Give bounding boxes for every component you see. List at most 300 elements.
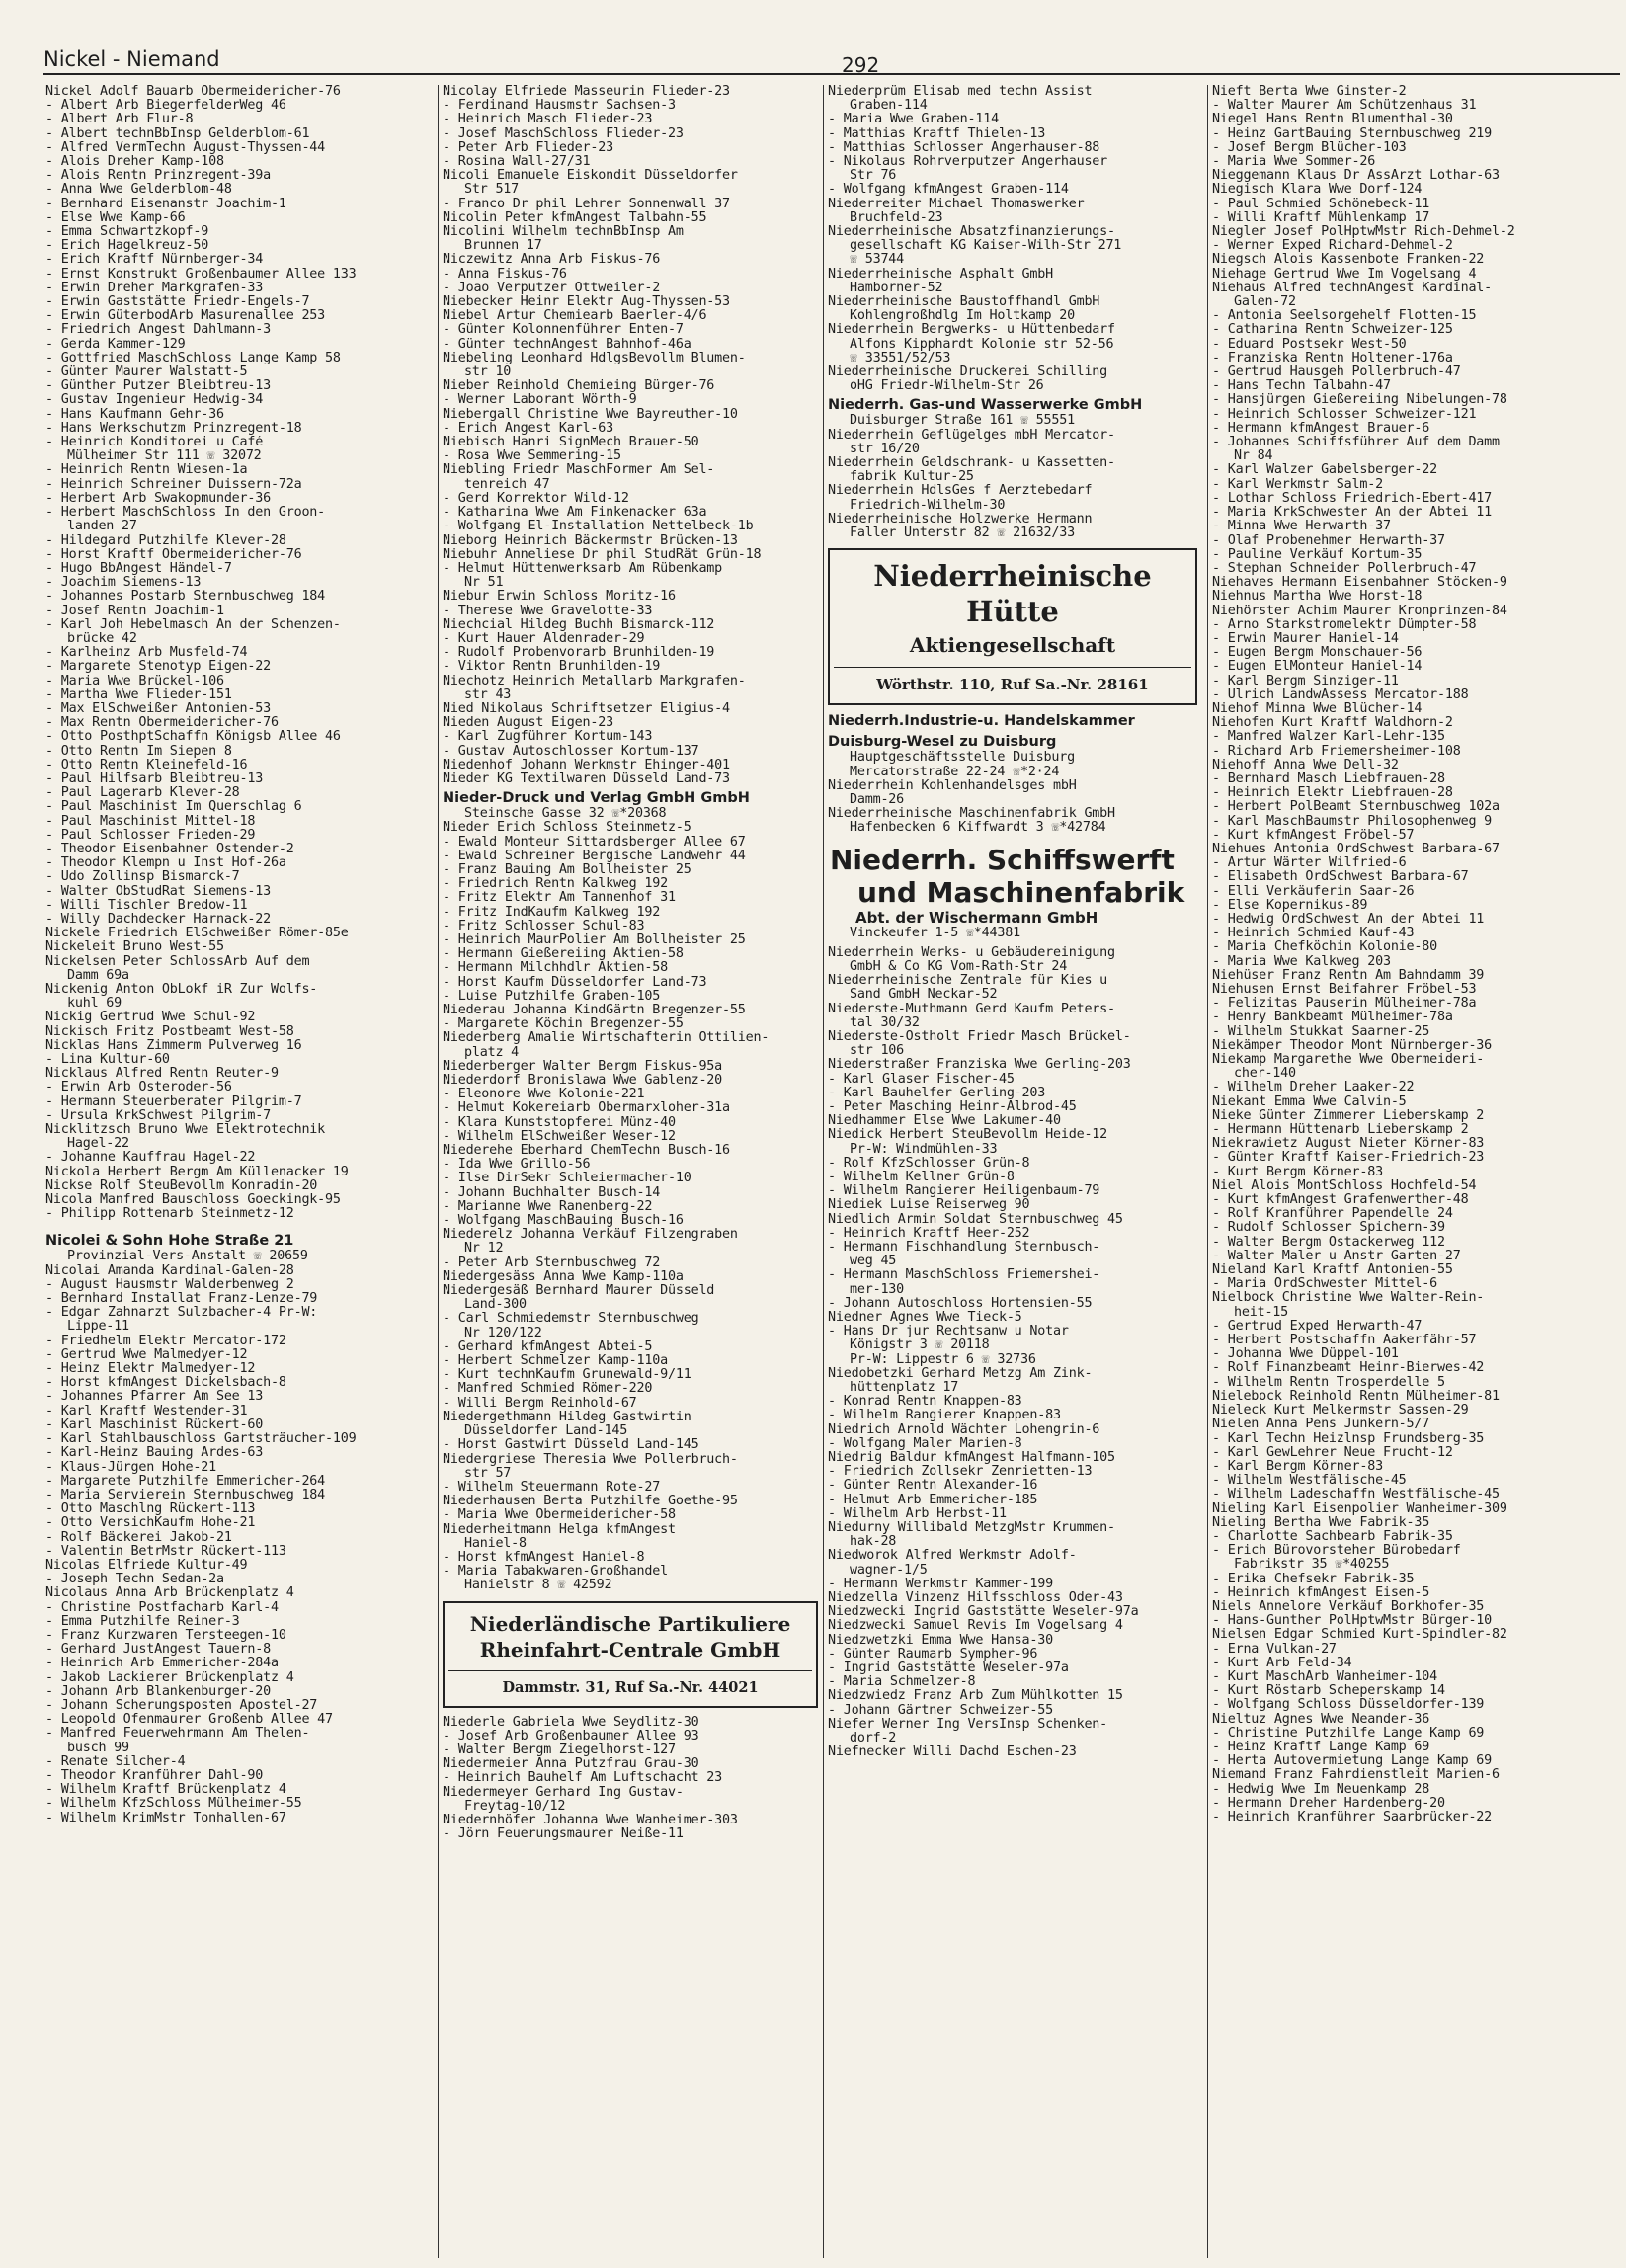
- directory-entry: - Heinrich Konditorei u Café: [45, 436, 264, 450]
- directory-entry: - Heinz GartBauing Sternbuschweg 219: [1212, 126, 1493, 141]
- entry-continuation: landen 27: [67, 520, 137, 534]
- directory-entry: - Wilhelm Arb Herbst-11: [828, 1506, 1007, 1521]
- directory-entry: - Karl-Heinz Bauing Ardes-63: [45, 1446, 264, 1461]
- directory-entry: Nickelsen Peter SchlossArb Auf dem: [45, 954, 310, 969]
- directory-entry: Niedner Agnes Wwe Tieck-5: [828, 1311, 1022, 1325]
- directory-entry: - Karl Zugführer Kortum-143: [443, 730, 653, 745]
- directory-entry: - Alois Dreher Kamp-108: [45, 155, 224, 170]
- directory-entry: Niekamp Margarethe Wwe Obermeideri-: [1212, 1053, 1485, 1068]
- entry-continuation: Nr 51: [464, 576, 504, 591]
- directory-entry: - Helmut Arb Emmericher-185: [828, 1493, 1038, 1507]
- entry-continuation: Damm-26: [850, 792, 905, 807]
- directory-entry: Nieleck Kurt Melkermstr Sassen-29: [1212, 1404, 1469, 1418]
- directory-entry: Niechcial Hildeg Buchh Bismarck-112: [443, 617, 715, 632]
- directory-entry: - Heinrich MaurPolier Am Bollheister 25: [443, 932, 746, 947]
- directory-entry: Niekämper Theodor Mont Nürnberger-36: [1212, 1038, 1493, 1053]
- directory-entry: - Kurt Bergm Körner-83: [1212, 1165, 1383, 1179]
- directory-entry: Niehoff Anna Wwe Dell-32: [1212, 758, 1399, 772]
- directory-entry: - Helmut Kokereiarb Obermarxloher-31a: [443, 1101, 730, 1116]
- directory-entry: - Gottfried MaschSchloss Lange Kamp 58: [45, 351, 341, 365]
- running-head: Nickel - Niemand: [43, 47, 220, 71]
- directory-entry: - Kurt Hauer Aldenrader-29: [443, 631, 645, 646]
- entry-bold: Nicolei & Sohn Hohe Straße 21: [45, 1233, 294, 1250]
- directory-entry: Nickel Adolf Bauarb Obermeidericher-76: [45, 85, 341, 99]
- directory-entry: Nieltuz Agnes Wwe Neander-36: [1212, 1712, 1430, 1727]
- directory-entry: - Günter Maurer Walstatt-5: [45, 365, 248, 380]
- directory-entry: - Wilhelm Steuermann Rote-27: [443, 1480, 661, 1495]
- directory-entry: Niedzwiedz Franz Arb Zum Mühlkotten 15: [828, 1689, 1123, 1704]
- directory-entry: - Wolfgang El-Installation Nettelbeck-1b: [443, 520, 754, 534]
- directory-entry: - Hans Kaufmann Gehr-36: [45, 407, 224, 422]
- directory-entry: Niedergriese Theresia Wwe Pollerbruch-: [443, 1452, 738, 1467]
- directory-entry: Niedernhöfer Johanna Wwe Wanheimer-303: [443, 1813, 738, 1827]
- directory-entry: Niczewitz Anna Arb Fiskus-76: [443, 253, 661, 268]
- directory-entry: Niefer Werner Ing VersInsp Schenken-: [828, 1717, 1108, 1732]
- directory-entry: - Heinrich kfmAngest Eisen-5: [1212, 1585, 1430, 1600]
- directory-entry: - Hermann Dreher Hardenberg-20: [1212, 1796, 1445, 1811]
- entry-continuation: gesellschaft KG Kaiser-Wilh-Str 271: [850, 239, 1122, 254]
- directory-entry: - Horst Kaufm Düsseldorfer Land-73: [443, 975, 707, 990]
- directory-entry: - Otto Rentn Kleinefeld-16: [45, 758, 248, 772]
- directory-entry: - Matthias Schlosser Angerhauser-88: [828, 140, 1100, 155]
- directory-entry: - Günther Putzer Bleibtreu-13: [45, 379, 271, 394]
- directory-entry: - Hermann Milchhdlr Aktien-58: [443, 961, 668, 976]
- directory-entry: Niederrhein HdlsGes f Aerztebedarf: [828, 484, 1093, 499]
- entry-continuation: GmbH & Co KG Vom-Rath-Str 24: [850, 959, 1068, 974]
- directory-entry: - Heinrich Schmied Kauf-43: [1212, 927, 1415, 941]
- directory-entry: - Karl Joh Hebelmasch An der Schenzen-: [45, 617, 341, 632]
- ad-title: Niederländische Partikuliere: [469, 1611, 791, 1636]
- directory-entry: - Wilhelm Rangierer Heiligenbaum-79: [828, 1184, 1100, 1199]
- directory-entry: Niebisch Hanri SignMech Brauer-50: [443, 436, 699, 450]
- directory-entry: - Wolfgang Schloss Düsseldorfer-139: [1212, 1698, 1485, 1713]
- ad-address: Dammstr. 31, Ruf Sa.-Nr. 44021: [448, 1670, 812, 1696]
- directory-entry: Nickeleit Bruno West-55: [45, 940, 224, 955]
- directory-entry: - Johann Scherungsposten Apostel-27: [45, 1698, 318, 1713]
- entry-continuation: busch 99: [67, 1741, 129, 1755]
- directory-entry: - Bernhard Installat Franz-Lenze-79: [45, 1292, 318, 1307]
- directory-entry: Niedzella Vinzenz Hilfsschloss Oder-43: [828, 1591, 1123, 1606]
- directory-entry: - Karl Bergm Sinziger-11: [1212, 674, 1399, 688]
- directory-entry: - Hugo BbAngest Händel-7: [45, 561, 232, 576]
- directory-entry: - Manfred Walzer Karl-Lehr-135: [1212, 730, 1445, 745]
- directory-entry: - Josef Arb Großenbaumer Allee 93: [443, 1729, 699, 1743]
- page-number: 292: [842, 53, 880, 77]
- entry-continuation: brücke 42: [67, 631, 137, 646]
- entry-continuation: Mercatorstraße 22-24 ☏*2·24: [850, 765, 1060, 779]
- directory-entry: - Ilse DirSekr Schleiermacher-10: [443, 1172, 691, 1186]
- directory-entry: - Horst Gastwirt Düsseld Land-145: [443, 1438, 699, 1453]
- directory-entry: - Manfred Schmied Römer-220: [443, 1382, 653, 1397]
- directory-entry: - Erich Angest Karl-63: [443, 421, 613, 436]
- entry-continuation: Hanielstr 8 ☏ 42592: [464, 1579, 612, 1593]
- entry-continuation: wagner-1/5: [850, 1563, 928, 1578]
- entry-continuation: hüttenplatz 17: [850, 1381, 959, 1396]
- directory-entry: Niederau Johanna KindGärtn Bregenzer-55: [443, 1004, 746, 1017]
- entry-bold: Duisburg-Wesel zu Duisburg: [828, 734, 1057, 751]
- directory-entry: - Hermann Steuerberater Pilgrim-7: [45, 1094, 302, 1109]
- directory-entry: - Bernhard Eisenanstr Joachim-1: [45, 197, 286, 211]
- directory-entry: - Eugen Bergm Monschauer-56: [1212, 646, 1423, 661]
- directory-entry: - Otto Maschlng Rückert-113: [45, 1502, 256, 1517]
- entry-bold: Niederrh.Industrie-u. Handelskammer: [828, 713, 1135, 730]
- directory-entry: Niehues Antonia OrdSchwest Barbara-67: [1212, 842, 1500, 856]
- directory-entry: - Erwin Gaststätte Friedr-Engels-7: [45, 295, 310, 310]
- entry-continuation: Haniel-8: [464, 1536, 527, 1551]
- directory-entry: Niederrhein Bergwerks- u Hüttenbedarf: [828, 323, 1115, 338]
- directory-entry: - Ida Wwe Grillo-56: [443, 1158, 591, 1173]
- directory-entry: - Peter Arb Flieder-23: [443, 140, 613, 155]
- directory-entry: - Carl Schmiedemstr Sternbuschweg: [443, 1312, 699, 1327]
- directory-entry: Niehnus Martha Wwe Horst-18: [1212, 590, 1423, 605]
- directory-entry: - Walter ObStudRat Siemens-13: [45, 884, 271, 899]
- directory-entry: - Manfred Feuerwehrmann Am Thelen-: [45, 1727, 310, 1742]
- directory-entry: - Charlotte Sachbearb Fabrik-35: [1212, 1529, 1453, 1544]
- entry-continuation: Düsseldorfer Land-145: [464, 1424, 628, 1439]
- directory-entry: - Walter Bergm Ziegelhorst-127: [443, 1742, 676, 1757]
- spacer: [45, 1221, 427, 1229]
- entry-continuation: Lippe-11: [67, 1320, 129, 1335]
- directory-entry: - Herbert Arb Swakopmunder-36: [45, 491, 271, 506]
- directory-entry: - Catharina Rentn Schweizer-125: [1212, 323, 1453, 338]
- directory-entry: - Hans Werkschutzm Prinzregent-18: [45, 421, 302, 436]
- directory-entry: - Erwin GüterbodArb Masurenallee 253: [45, 309, 326, 324]
- directory-entry: - Günter Kolonnenführer Enten-7: [443, 323, 684, 338]
- directory-entry: - Hermann Hüttenarb Lieberskamp 2: [1212, 1123, 1469, 1138]
- directory-entry: - Heinrich Kranführer Saarbrücker-22: [1212, 1810, 1493, 1824]
- directory-entry: Niedenhof Johann Werkmstr Ehinger-401: [443, 758, 730, 772]
- directory-entry: - Hermann kfmAngest Brauer-6: [1212, 421, 1430, 436]
- directory-entry: Niehaus Alfred technAngest Kardinal-: [1212, 281, 1493, 295]
- directory-entry: - Karl MaschBaumstr Philosophenweg 9: [1212, 814, 1493, 829]
- directory-entry: Nicolas Elfriede Kultur-49: [45, 1558, 248, 1573]
- entry-continuation: Mülheimer Str 111 ☏ 32072: [67, 449, 262, 464]
- directory-entry: Nieke Günter Zimmerer Lieberskamp 2: [1212, 1108, 1485, 1123]
- directory-entry: - August Hausmstr Walderbenweg 2: [45, 1277, 294, 1292]
- directory-entry: Niederheitmann Helga kfmAngest: [443, 1522, 676, 1537]
- directory-entry: - Heinrich Schreiner Duissern-72a: [45, 477, 302, 492]
- directory-entry: Niedhammer Else Wwe Lakumer-40: [828, 1114, 1061, 1129]
- directory-entry: - Maria Wwe Obermeidericher-58: [443, 1508, 676, 1523]
- directory-entry: - Paul Maschinist Mittel-18: [45, 814, 256, 829]
- directory-entry: - Herta Autovermietung Lange Kamp 69: [1212, 1754, 1493, 1769]
- directory-entry: - Wilhelm Kraftf Brückenplatz 4: [45, 1783, 286, 1798]
- directory-entry: - Felizitas Pauserin Mülheimer-78a: [1212, 997, 1477, 1012]
- directory-entry: - Ewald Schreiner Bergische Landwehr 44: [443, 849, 746, 863]
- directory-entry: - Ulrich LandwAssess Mercator-188: [1212, 688, 1469, 702]
- directory-entry: Nielen Anna Pens Junkern-5/7: [1212, 1418, 1430, 1432]
- entry-continuation: Graben-114: [850, 99, 928, 114]
- directory-entry: - Fritz IndKaufm Kalkweg 192: [443, 905, 661, 920]
- directory-entry: - Friedrich Rentn Kalkweg 192: [443, 877, 668, 892]
- directory-entry: - Karl Kraftf Westender-31: [45, 1404, 248, 1418]
- directory-entry: - Minna Wwe Herwarth-37: [1212, 520, 1391, 534]
- directory-entry: - Arno Starkstromelektr Dümpter-58: [1212, 617, 1477, 632]
- directory-entry: - Hermann Fischhandlung Sternbusch-: [828, 1240, 1100, 1255]
- directory-entry: - Wilhelm Ladeschaffn Westfälische-45: [1212, 1488, 1500, 1502]
- directory-entry: Niederrhein Geldschrank- u Kassetten-: [828, 456, 1115, 471]
- directory-entry: Niemand Franz Fahrdienstleit Marien-6: [1212, 1768, 1500, 1783]
- directory-entry: - Fritz Elektr Am Tannenhof 31: [443, 891, 676, 906]
- directory-entry: Nieggemann Klaus Dr AssArzt Lothar-63: [1212, 169, 1500, 184]
- entry-continuation: Nr 84: [1234, 449, 1273, 464]
- directory-entry: - Rudolf Probenvorarb Brunhilden-19: [443, 646, 715, 661]
- directory-entry: - Elisabeth OrdSchwest Barbara-67: [1212, 870, 1469, 885]
- directory-entry: - Rolf KfzSchlosser Grün-8: [828, 1156, 1030, 1171]
- directory-entry: - Heinrich Schlosser Schweizer-121: [1212, 407, 1477, 422]
- directory-entry: - Wilhelm Westfälische-45: [1212, 1474, 1407, 1489]
- directory-entry: Niederle Gabriela Wwe Seydlitz-30: [443, 1715, 699, 1730]
- directory-entry: - Hermann Gießereiing Aktien-58: [443, 947, 684, 962]
- directory-entry: - Gerhard kfmAngest Abtei-5: [443, 1339, 653, 1354]
- directory-entry: - Kurt kfmAngest Fröbel-57: [1212, 828, 1415, 843]
- directory-entry: Niegel Hans Rentn Blumenthal-30: [1212, 113, 1453, 127]
- entry-continuation: str 16/20: [850, 442, 920, 456]
- directory-entry: - Maria Schmelzer-8: [828, 1675, 976, 1690]
- directory-entry: Nickenig Anton ObLokf iR Zur Wolfs-: [45, 983, 318, 997]
- directory-entry: - Jakob Lackierer Brückenplatz 4: [45, 1670, 294, 1685]
- directory-entry: Niederrheinische Druckerei Schilling: [828, 365, 1108, 380]
- directory-entry: - Peter Masching Heinr-Albrod-45: [828, 1099, 1077, 1114]
- directory-entry: - Klaus-Jürgen Hohe-21: [45, 1460, 216, 1475]
- entry-continuation: Friedrich-Wilhelm-30: [850, 498, 1006, 513]
- directory-entry: Niedzwetzki Emma Wwe Hansa-30: [828, 1633, 1053, 1648]
- directory-entry: Niedworok Alfred Werkmstr Adolf-: [828, 1549, 1077, 1564]
- directory-entry: - Hildegard Putzhilfe Klever-28: [45, 533, 286, 548]
- directory-entry: - Hans-Gunther PolHptwMstr Bürger-10: [1212, 1614, 1493, 1629]
- entry-continuation: ☏ 33551/52/53: [850, 351, 951, 365]
- directory-entry: - Rolf Kranführer Papendelle 24: [1212, 1207, 1453, 1222]
- directory-entry: - Herbert PolBeamt Sternbuschweg 102a: [1212, 800, 1500, 815]
- directory-entry: - Günter Rentn Alexander-16: [828, 1479, 1038, 1494]
- directory-entry: - Erika Chefsekr Fabrik-35: [1212, 1572, 1415, 1586]
- directory-entry: - Margarete Köchin Bregenzer-55: [443, 1017, 684, 1032]
- directory-entry: - Herbert Schmelzer Kamp-110a: [443, 1354, 668, 1369]
- entry-continuation: Freytag-10/12: [464, 1799, 566, 1814]
- directory-entry: - Maria Servierein Sternbuschweg 184: [45, 1488, 326, 1502]
- ad-title-2: Rheinfahrt-Centrale GmbH: [479, 1637, 781, 1661]
- directory-entry: - Ewald Monteur Sittardsberger Allee 67: [443, 835, 746, 850]
- directory-entry: - Paul Maschinist Im Querschlag 6: [45, 800, 302, 815]
- entry-continuation: Hagel-22: [67, 1137, 129, 1152]
- directory-entry: - Albert Arb BiegerfelderWeg 46: [45, 99, 286, 114]
- directory-entry: - Leopold Ofenmaurer Großenb Allee 47: [45, 1713, 333, 1728]
- directory-entry: - Johannes Pfarrer Am See 13: [45, 1390, 264, 1405]
- entry-continuation: Königstr 3 ☏ 20118: [850, 1338, 990, 1353]
- entry-continuation: str 43: [464, 688, 512, 702]
- directory-entry: - Max Rentn Obermeidericher-76: [45, 716, 279, 731]
- directory-entry: - Friedhelm Elektr Mercator-172: [45, 1334, 286, 1348]
- ad-title-2: Hütte: [966, 595, 1059, 629]
- directory-entry: Niedergesäß Bernhard Maurer Düsseld: [443, 1284, 715, 1299]
- entry-continuation: Alfons Kipphardt Kolonie str 52-56: [850, 337, 1114, 352]
- entry-continuation: str 57: [464, 1466, 512, 1481]
- directory-entry: - Horst kfmAngest Haniel-8: [443, 1550, 645, 1565]
- directory-entry: - Franziska Rentn Holtener-176a: [1212, 351, 1453, 365]
- entry-continuation: tal 30/32: [850, 1015, 920, 1030]
- directory-entry: - Karl Bauhelfer Gerling-203: [828, 1086, 1046, 1100]
- entry-continuation: str 106: [850, 1044, 905, 1059]
- directory-entry: - Lina Kultur-60: [45, 1053, 170, 1068]
- directory-entry: - Willi Bergm Reinhold-67: [443, 1396, 637, 1411]
- ad-subtitle: Aktiengesellschaft: [909, 633, 1116, 658]
- directory-entry: - Karl Stahlbauschloss Gartsträucher-109: [45, 1432, 357, 1447]
- directory-entry: Niehage Gertrud Wwe Im Vogelsang 4: [1212, 267, 1477, 282]
- directory-entry: - Theodor Klempn u Inst Hof-26a: [45, 856, 286, 871]
- directory-entry: - Herbert Postschaffn Aakerfähr-57: [1212, 1334, 1477, 1348]
- directory-entry: - Karlheinz Arb Musfeld-74: [45, 646, 248, 661]
- directory-entry: - Udo Zollinsp Bismarck-7: [45, 870, 240, 885]
- entry-continuation: Hauptgeschäftsstelle Duisburg: [850, 751, 1075, 766]
- directory-entry: - Johanne Kauffrau Hagel-22: [45, 1151, 256, 1166]
- directory-entry: - Karl Techn Heizlnsp Frundsberg-35: [1212, 1431, 1485, 1446]
- directory-entry: Niekrawietz August Nieter Körner-83: [1212, 1137, 1485, 1152]
- directory-entry: - Gustav Ingenieur Hedwig-34: [45, 393, 264, 408]
- entry-continuation: Hafenbecken 6 Kiffwardt 3 ☏*42784: [850, 821, 1106, 836]
- directory-entry: - Karl Glaser Fischer-45: [828, 1072, 1015, 1087]
- entry-continuation: kuhl 69: [67, 997, 122, 1012]
- directory-entry: - Valentin BetrMstr Rückert-113: [45, 1544, 286, 1559]
- directory-entry: Niekant Emma Wwe Calvin-5: [1212, 1094, 1407, 1109]
- directory-entry: Niederreiter Michael Thomaswerker: [828, 197, 1085, 211]
- directory-entry: Niedrich Arnold Wächter Lohengrin-6: [828, 1422, 1100, 1437]
- directory-entry: - Else Kopernikus-89: [1212, 898, 1368, 913]
- directory-entry: - Kurt kfmAngest Grafenwerther-48: [1212, 1193, 1469, 1208]
- directory-entry: Niederrheinische Zentrale für Kies u: [828, 974, 1108, 989]
- directory-entry: - Joao Verputzer Ottweiler-2: [443, 281, 661, 295]
- directory-entry: - Maria OrdSchwester Mittel-6: [1212, 1277, 1437, 1292]
- directory-entry: Niediek Luise Reiserweg 90: [828, 1198, 1030, 1213]
- directory-entry: - Christine Postfacharb Karl-4: [45, 1600, 279, 1615]
- directory-entry: - Paul Schlosser Frieden-29: [45, 828, 256, 843]
- directory-entry: - Wilhelm Stukkat Saarner-25: [1212, 1024, 1430, 1039]
- directory-entry: - Wolfgang Maler Marien-8: [828, 1436, 1022, 1451]
- directory-entry: - Erich Bürovorsteher Bürobedarf: [1212, 1544, 1461, 1559]
- directory-entry: - Heinrich Bauhelf Am Luftschacht 23: [443, 1771, 723, 1786]
- directory-entry: - Johannes Postarb Sternbuschweg 184: [45, 590, 326, 605]
- directory-entry: - Heinrich Masch Flieder-23: [443, 113, 653, 127]
- directory-entry: Niedermeier Anna Putzfrau Grau-30: [443, 1757, 699, 1772]
- directory-entry: - Hedwig OrdSchwest An der Abtei 11: [1212, 912, 1485, 927]
- directory-entry: - Johanna Wwe Düppel-101: [1212, 1347, 1399, 1362]
- directory-entry: - Philipp Rottenarb Steinmetz-12: [45, 1207, 294, 1222]
- directory-entry: - Fritz Schlosser Schul-83: [443, 919, 645, 933]
- directory-entry: - Karl Walzer Gabelsberger-22: [1212, 463, 1437, 478]
- directory-entry: Niederste-Ostholt Friedr Masch Brückel-: [828, 1029, 1131, 1044]
- ad-address: Wörthstr. 110, Ruf Sa.-Nr. 28161: [834, 667, 1191, 693]
- directory-entry: Niechotz Heinrich Metallarb Markgrafen-: [443, 674, 746, 688]
- directory-entry: Niederrheinische Maschinenfabrik GmbH: [828, 807, 1115, 822]
- directory-entry: Nicolay Elfriede Masseurin Flieder-23: [443, 85, 730, 99]
- directory-entry: - Wilhelm Kellner Grün-8: [828, 1170, 1015, 1184]
- directory-entry: - Else Wwe Kamp-66: [45, 210, 186, 225]
- directory-entry: - Matthias Kraftf Thielen-13: [828, 126, 1046, 141]
- directory-entry: - Albert technBbInsp Gelderblom-61: [45, 126, 310, 141]
- directory-entry: - Edgar Zahnarzt Sulzbacher-4 Pr-W:: [45, 1306, 318, 1321]
- directory-entry: Nicklas Hans Zimmerm Pulverweg 16: [45, 1038, 302, 1053]
- directory-entry: - Horst Kraftf Obermeidericher-76: [45, 547, 302, 562]
- directory-entry: - Margarete Stenotyp Eigen-22: [45, 660, 271, 675]
- directory-entry: - Ingrid Gaststätte Weseler-97a: [828, 1661, 1069, 1676]
- directory-entry: Niederhausen Berta Putzhilfe Goethe-95: [443, 1495, 738, 1509]
- directory-entry: - Hermann Werkmstr Kammer-199: [828, 1577, 1053, 1591]
- directory-entry: - Otto PosthptSchaffn Königsb Allee 46: [45, 730, 341, 745]
- entry-continuation: platz 4: [464, 1045, 520, 1060]
- directory-entry: Nieft Berta Wwe Ginster-2: [1212, 85, 1407, 99]
- directory-entry: - Willi Kraftf Mühlenkamp 17: [1212, 210, 1430, 225]
- directory-entry: - Peter Arb Sternbuschweg 72: [443, 1256, 661, 1270]
- directory-entry: - Heinrich Kraftf Heer-252: [828, 1226, 1030, 1241]
- directory-entry: Niedurny Willibald MetzgMstr Krummen-: [828, 1521, 1115, 1536]
- directory-entry: Niegisch Klara Wwe Dorf-124: [1212, 183, 1423, 198]
- directory-entry: - Bernhard Masch Liebfrauen-28: [1212, 771, 1445, 786]
- directory-entry: Niedzwecki Ingrid Gaststätte Weseler-97a: [828, 1605, 1139, 1620]
- entry-continuation: Nr 12: [464, 1242, 504, 1256]
- directory-entry: - Maria Wwe Graben-114: [828, 113, 999, 127]
- directory-entry: - Emma Putzhilfe Reiner-3: [45, 1614, 240, 1629]
- directory-entry: - Artur Wärter Wilfried-6: [1212, 856, 1407, 871]
- directory-entry: - Hedwig Wwe Im Neuenkamp 28: [1212, 1782, 1430, 1797]
- directory-entry: - Gerda Kammer-129: [45, 337, 186, 352]
- directory-entry: Niedzwecki Samuel Revis Im Vogelsang 4: [828, 1619, 1123, 1634]
- entry-continuation: cher-140: [1234, 1067, 1296, 1082]
- directory-entry: - Gerhard JustAngest Tauern-8: [45, 1643, 271, 1658]
- directory-entry: Nied Nikolaus Schriftsetzer Eligius-4: [443, 701, 730, 716]
- directory-entry: Niehof Minna Wwe Blücher-14: [1212, 701, 1423, 716]
- directory-entry: - Rolf Finanzbeamt Heinr-Bierwes-42: [1212, 1361, 1485, 1376]
- directory-entry: - Kurt Röstarb Scheperskamp 14: [1212, 1684, 1445, 1699]
- directory-entry: Nielebock Reinhold Rentn Mülheimer-81: [1212, 1389, 1500, 1404]
- directory-entry: - Erna Vulkan-27: [1212, 1642, 1337, 1657]
- directory-entry: - Theodor Kranführer Dahl-90: [45, 1768, 264, 1783]
- directory-entry: Niegsch Alois Kassenbote Franken-22: [1212, 253, 1485, 268]
- directory-entry: - Gertrud Hausgeh Pollerbruch-47: [1212, 365, 1461, 380]
- directory-entry: - Wilhelm ElSchweißer Weser-12: [443, 1129, 676, 1144]
- directory-entry: - Erich Kraftf Nürnberger-34: [45, 253, 264, 268]
- directory-entry: Nickisch Fritz Postbeamt West-58: [45, 1024, 294, 1039]
- directory-entry: Nickse Rolf SteuBevollm Konradin-20: [45, 1178, 318, 1193]
- directory-entry: Niedobetzki Gerhard Metzg Am Zink-: [828, 1366, 1093, 1381]
- directory-entry: Nickola Herbert Bergm Am Küllenacker 19: [45, 1165, 349, 1179]
- entry-continuation: fabrik Kultur-25: [850, 470, 974, 485]
- directory-entry: - Karl GewLehrer Neue Frucht-12: [1212, 1445, 1453, 1460]
- directory-entry: - Heinz Elektr Malmedyer-12: [45, 1362, 256, 1377]
- directory-entry: Niederrhein Kohlenhandelsges mbH: [828, 778, 1077, 793]
- directory-entry: - Josef Bergm Blücher-103: [1212, 140, 1407, 155]
- directory-entry: - Viktor Rentn Brunhilden-19: [443, 660, 661, 675]
- directory-entry: Niehörster Achim Maurer Kronprinzen-84: [1212, 604, 1507, 618]
- directory-entry: Niederberger Walter Bergm Fiskus-95a: [443, 1059, 723, 1074]
- directory-entry: - Martha Wwe Flieder-151: [45, 688, 232, 702]
- directory-entry: - Theodor Eisenbahner Ostender-2: [45, 842, 294, 856]
- directory-entry: - Gertrud Wwe Malmedyer-12: [45, 1347, 248, 1362]
- directory-entry: - Ernst Konstrukt Großenbaumer Allee 133: [45, 267, 357, 282]
- directory-entry: Niebuhr Anneliese Dr phil StudRät Grün-18: [443, 547, 762, 562]
- directory-entry: Niel Alois MontSchloss Hochfeld-54: [1212, 1178, 1477, 1193]
- directory-entry: - Therese Wwe Gravelotte-33: [443, 604, 653, 618]
- directory-entry: Niedlich Armin Soldat Sternbuschweg 45: [828, 1212, 1123, 1227]
- entry-continuation: weg 45: [850, 1255, 897, 1269]
- directory-entry: - Ferdinand Hausmstr Sachsen-3: [443, 99, 676, 114]
- directory-entry: - Rolf Bäckerei Jakob-21: [45, 1530, 232, 1545]
- directory-entry: - Werner Laborant Wörth-9: [443, 393, 637, 408]
- entry-continuation: Pr-W: Windmühlen-33: [850, 1142, 998, 1157]
- directory-entry: Niederrheinische Holzwerke Hermann: [828, 512, 1093, 526]
- directory-entry: Niehaves Hermann Eisenbahner Stöcken-9: [1212, 576, 1507, 591]
- directory-entry: - Hans Techn Talbahn-47: [1212, 379, 1391, 394]
- entry-continuation: Faller Unterstr 82 ☏ 21632/33: [850, 526, 1075, 541]
- directory-entry: - Max ElSchweißer Antonien-53: [45, 701, 271, 716]
